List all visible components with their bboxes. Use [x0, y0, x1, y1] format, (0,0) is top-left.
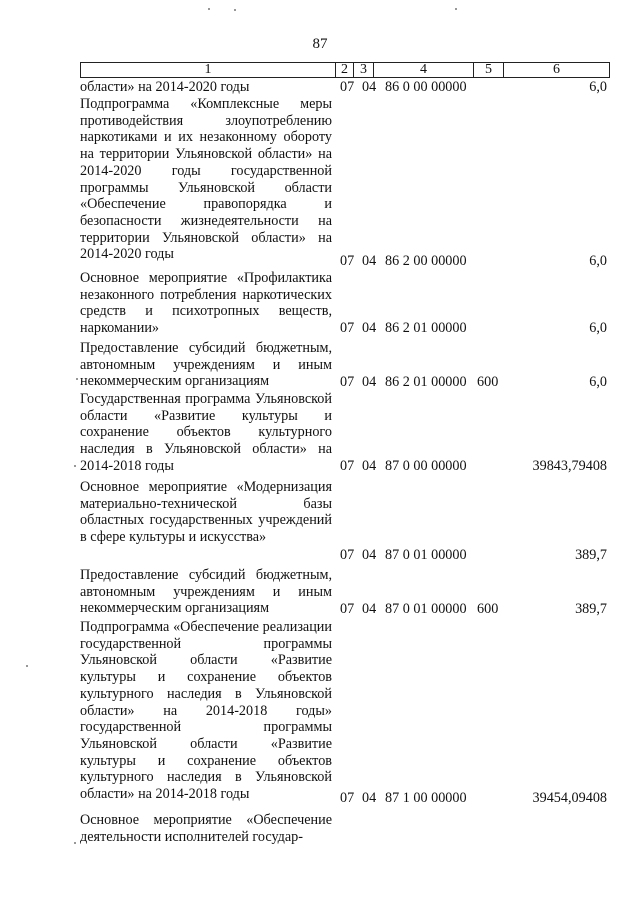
row-pr: 04: [362, 253, 377, 269]
row-pr: 04: [362, 601, 377, 617]
row-pr: 04: [362, 374, 377, 390]
table-header: [80, 62, 610, 78]
row-csr: 86 2 00 00000: [385, 253, 467, 269]
row-csr: 87 0 00 00000: [385, 458, 467, 474]
row-csr: 86 0 00 00000: [385, 79, 467, 95]
row-pr: 04: [362, 79, 377, 95]
row-rz: 07: [340, 790, 355, 806]
row-pr: 04: [362, 547, 377, 563]
header-col-3: 3: [354, 63, 374, 77]
row-name: Основное мероприятие «Профилактика незаконного потребления наркотических средств и психотропных веществ, наркомании»: [80, 270, 332, 337]
row-name: Подпрограмма «Обеспечение реализации государственной программы Ульяновской области «Развитие культуры и сохранение объектов культурного наследия в Ульяновской области» на 2014-2018 годы» государственной программы Ульяновской области «Развитие культуры и сохранение объектов культурного наследия в Ульяновской области» на 2014-2018 годы: [80, 619, 332, 803]
row-csr: 86 2 01 00000: [385, 374, 467, 390]
row-name: Основное мероприятие «Обеспечение деятельности исполнителей государ-: [80, 812, 332, 845]
row-sum: 389,7: [575, 547, 607, 563]
row-rz: 07: [340, 79, 355, 95]
header-col-5: 5: [474, 63, 504, 77]
header-col-1: 1: [81, 63, 336, 77]
header-col-4: 4: [374, 63, 474, 77]
scan-speck: [26, 665, 28, 667]
row-name: Государственная программа Ульяновской области «Развитие культуры и сохранение объектов культурного наследия в Ульяновской области» на 2014-2018 годы: [80, 391, 332, 474]
row-rz: 07: [340, 253, 355, 269]
row-pr: 04: [362, 458, 377, 474]
row-sum: 39454,09408: [532, 790, 607, 806]
scan-speck: [74, 842, 76, 844]
row-csr: 87 0 01 00000: [385, 601, 467, 617]
scan-speck: [455, 8, 457, 10]
row-name: Основное мероприятие «Модернизация материально-технической базы областных государственных учреждений в сфере культуры и искусства»: [80, 479, 332, 546]
row-name: области» на 2014-2020 годы: [80, 79, 250, 95]
row-sum: 39843,79408: [532, 458, 607, 474]
scan-speck: [234, 9, 236, 11]
row-csr: 87 1 00 00000: [385, 790, 467, 806]
row-vr: 600: [477, 374, 499, 390]
row-sum: 6,0: [589, 374, 607, 390]
row-name: Предоставление субсидий бюджетным, автономным учреждениям и иным некоммерческим организациям: [80, 340, 332, 390]
row-rz: 07: [340, 601, 355, 617]
scan-speck: [208, 8, 210, 10]
row-name: Подпрограмма «Комплексные меры противодействия злоупотреблению наркотиками и их незаконному обороту на территории Ульяновской области» на 2014-2020 годы государственной программы Ульяновской области «Обеспечение правопорядка и безопасности жизнедеятельности на территории Ульяновской области» на 2014-2020 годы: [80, 96, 332, 263]
row-rz: 07: [340, 547, 355, 563]
row-csr: 87 0 01 00000: [385, 547, 467, 563]
header-col-6: 6: [553, 62, 560, 77]
row-sum: 6,0: [589, 79, 607, 95]
scan-speck: [76, 378, 78, 380]
row-rz: 07: [340, 374, 355, 390]
row-sum: 6,0: [589, 320, 607, 336]
row-vr: 600: [477, 601, 499, 617]
header-col-2: 2: [336, 63, 354, 77]
scan-speck: [74, 465, 76, 467]
row-pr: 04: [362, 790, 377, 806]
row-name: Предоставление субсидий бюджетным, автономным учреждениям и иным некоммерческим организациям: [80, 567, 332, 617]
row-rz: 07: [340, 458, 355, 474]
row-sum: 389,7: [575, 601, 607, 617]
row-sum: 6,0: [589, 253, 607, 269]
row-csr: 86 2 01 00000: [385, 320, 467, 336]
row-pr: 04: [362, 320, 377, 336]
row-rz: 07: [340, 320, 355, 336]
page-number: 87: [312, 36, 328, 52]
